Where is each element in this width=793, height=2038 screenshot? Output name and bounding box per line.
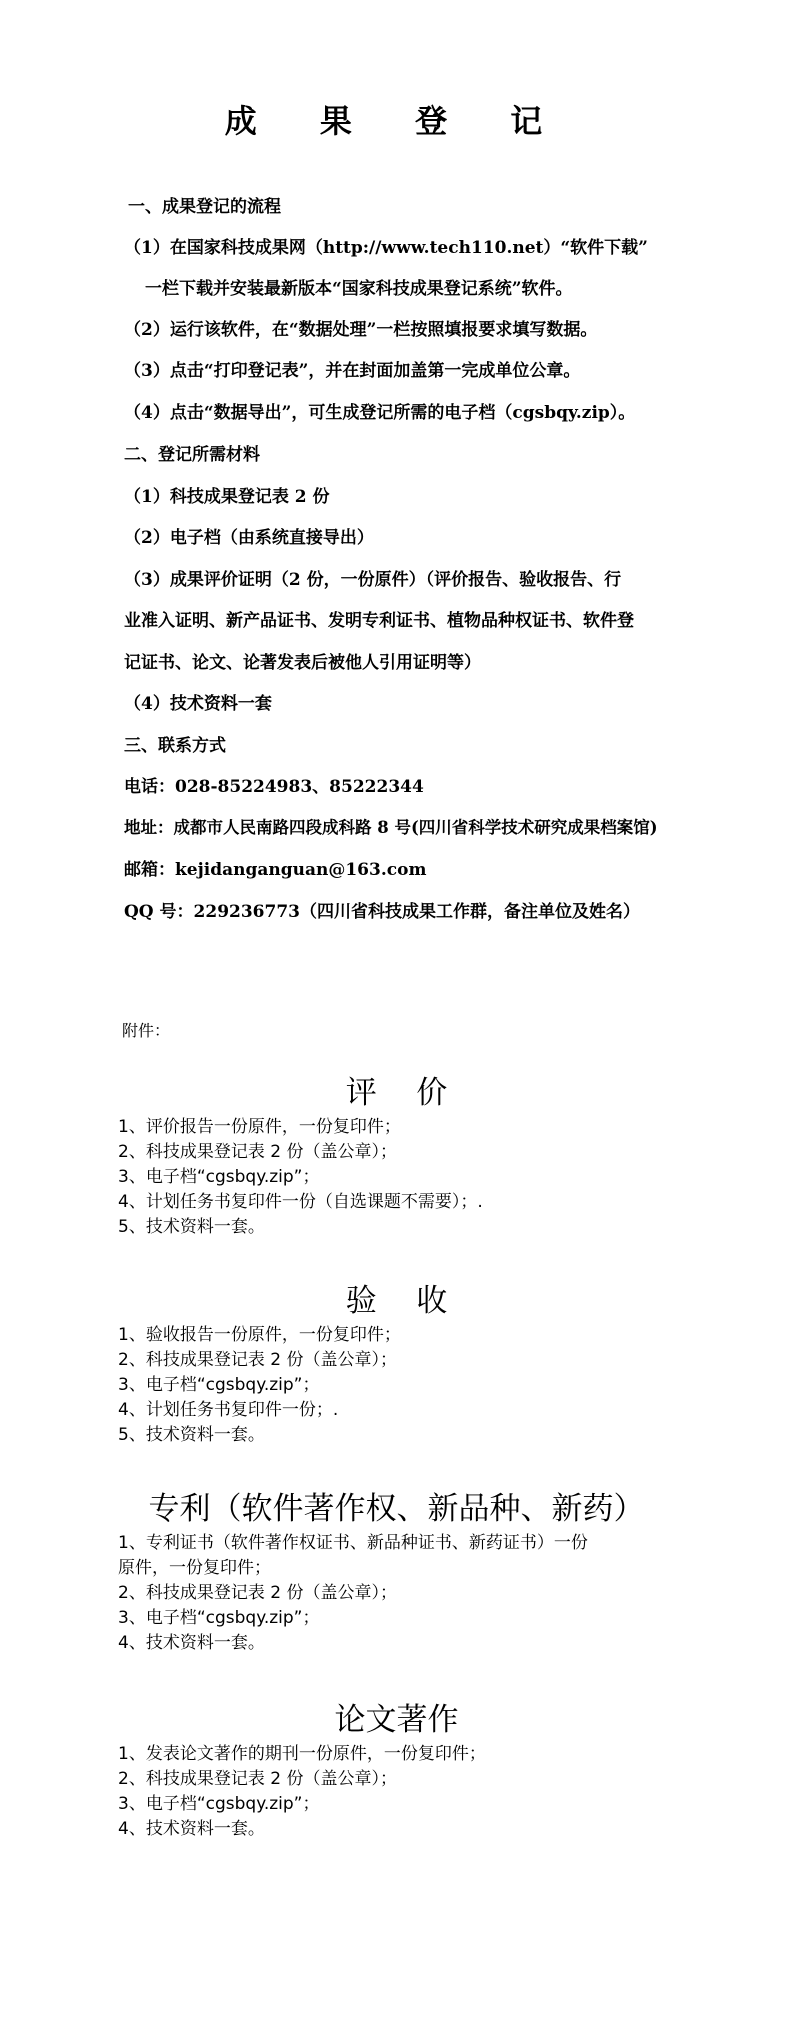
materials-line-5: 记证书、论文、论著发表后被他人引用证明等） <box>124 653 481 673</box>
evaluation-heading: 评 价 <box>345 1075 448 1111</box>
list-item: 4、计划任务书复印件一份（自选课题不需要）；. <box>118 1192 483 1212</box>
list-item: 1、发表论文著作的期刊一份原件，一份复印件； <box>118 1744 486 1764</box>
list-item: 2、科技成果登记表 2 份（盖公章）； <box>118 1583 397 1603</box>
list-item: 3、电子档“cgsbqy.zip”； <box>118 1794 320 1814</box>
process-line-1: （1）在国家科技成果网（http://www.tech110.net）“软件下载” <box>124 238 648 258</box>
list-item: 4、技术资料一套。 <box>118 1819 265 1839</box>
list-item: 1、专利证书（软件著作权证书、新品种证书、新药证书）一份 <box>118 1533 588 1553</box>
list-item: 1、评价报告一份原件，一份复印件； <box>118 1117 401 1137</box>
list-item: 原件，一份复印件； <box>118 1558 271 1578</box>
patent-heading: 专利（软件著作权、新品种、新药） <box>148 1491 645 1527</box>
list-item: 5、技术资料一套。 <box>118 1217 265 1237</box>
papers-heading: 论文著作 <box>334 1702 459 1738</box>
process-line-4: （3）点击“打印登记表”，并在封面加盖第一完成单位公章。 <box>124 361 581 381</box>
section-materials-heading: 二、登记所需材料 <box>124 445 260 465</box>
list-item: 3、电子档“cgsbqy.zip”； <box>118 1167 320 1187</box>
list-item: 5、技术资料一套。 <box>118 1425 265 1445</box>
contact-email: 邮箱：kejidanganguan@163.com <box>124 860 427 880</box>
materials-line-6: （4）技术资料一套 <box>124 694 272 714</box>
materials-line-3: （3）成果评价证明（2 份，一份原件）（评价报告、验收报告、行 <box>124 570 622 590</box>
materials-line-4: 业准入证明、新产品证书、发明专利证书、植物品种权证书、软件登 <box>124 611 634 631</box>
list-item: 4、技术资料一套。 <box>118 1633 265 1653</box>
list-item: 1、验收报告一份原件，一份复印件； <box>118 1325 401 1345</box>
list-item: 2、科技成果登记表 2 份（盖公章）； <box>118 1769 397 1789</box>
attachment-label: 附件： <box>122 1021 171 1040</box>
list-item: 2、科技成果登记表 2 份（盖公章）； <box>118 1142 397 1162</box>
list-item: 3、电子档“cgsbqy.zip”； <box>118 1608 320 1628</box>
section-process-heading: 一、成果登记的流程 <box>128 197 281 217</box>
process-line-2: 一栏下载并安装最新版本“国家科技成果登记系统”软件。 <box>145 279 573 299</box>
contact-qq: QQ 号：229236773（四川省科技成果工作群，备注单位及姓名） <box>124 902 640 922</box>
materials-line-1: （1）科技成果登记表 2 份 <box>124 487 330 507</box>
acceptance-heading: 验 收 <box>345 1283 448 1319</box>
list-item: 2、科技成果登记表 2 份（盖公章）； <box>118 1350 397 1370</box>
process-line-5: （4）点击“数据导出”，可生成登记所需的电子档（cgsbqy.zip）。 <box>124 403 636 423</box>
section-contact-heading: 三、联系方式 <box>124 736 226 756</box>
list-item: 3、电子档“cgsbqy.zip”； <box>118 1375 320 1395</box>
materials-line-2: （2）电子档（由系统直接导出） <box>124 528 374 548</box>
process-line-3: （2）运行该软件，在“数据处理”一栏按照填报要求填写数据。 <box>124 320 598 340</box>
page-title: 成 果 登 记 <box>224 102 569 140</box>
list-item: 4、计划任务书复印件一份；. <box>118 1400 339 1420</box>
contact-phone: 电话：028-85224983、85222344 <box>124 777 424 797</box>
contact-address: 地址：成都市人民南路四段成科路 8 号(四川省科学技术研究成果档案馆) <box>124 818 658 837</box>
